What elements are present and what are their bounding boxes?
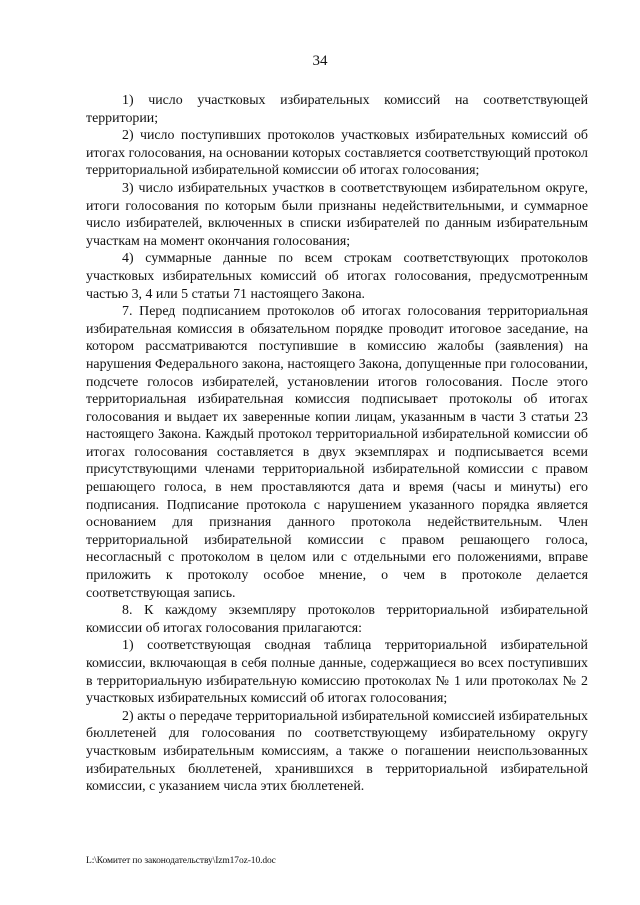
paragraph-item-1: 1) число участковых избирательных комиссий на соответствующей территории; (86, 93, 588, 126)
paragraph-section-8: 8. К каждому экземпляру протоколов территориальной избирательной комиссии об итогах голосования прилагаются: (86, 603, 588, 636)
paragraph-item-4: 4) суммарные данные по всем строкам соответствующих протоколов участковых избирательных комиссий об итогах голосования, предусмотренным частью 3, 4 или 5 статьи 71 настоящего Закона. (86, 251, 588, 302)
file-path-footer: L:\Комитет по законодательству\Izm17oz-10.doc (86, 856, 276, 866)
paragraph-attachment-1: 1) соответствующая сводная таблица территориальной избирательной комиссии, включающая в себя полные данные, содержащиеся во всех поступивших в территориальную избирательную комиссию протоколах № 1 или протоколах № 2 участковых избирательных комиссий об итогах голосования; (86, 638, 588, 707)
paragraph-attachment-2: 2) акты о передаче территориальной избирательной комиссией избирательных бюллетеней для голосования по соответствующему избирательному округу участковым избирательным комиссиям, а также о погашении неиспользованных избирательных бюллетеней, хранившихся в территориальной избирательной комиссии, с указанием числа этих бюллетеней. (86, 708, 588, 795)
paragraph-section-7: 7. Перед подписанием протоколов об итогах голосования территориальная избирательная комиссия в обязательном порядке проводит итоговое заседание, на котором рассматриваются поступившие в комиссию жалобы (заявления) на нарушения Федерального закона, настоящего Закона, допущенные при голосовании, подсчете голосов избирателей, установлении итогов голосования. После этого территориальная избирательная комиссия подписывает протоколы об итогах голосования и выдает их заверенные копии лицам, указанным в части 3 статьи 23 настоящего Закона. Каждый протокол территориальной избирательной комиссии об итогах голосования составляется в двух экземплярах и подписывается всеми присутствующими членами территориальной избирательной комиссии с правом решающего голоса, в нем проставляются дата и время (часы и минуты) его подписания. Подписание протокола с нарушением указанного порядка является основанием для признания данного протокола недействительным. Член территориальной избирательной комиссии с правом решающего голоса, несогласный с протоколом в целом или с отдельными его положениями, вправе приложить к протоколу особое мнение, о чем в протоколе делается соответствующая запись. (86, 304, 588, 601)
page-number: 34 (312, 53, 328, 69)
document-body (86, 92, 588, 796)
paragraph-item-2: 2) число поступивших протоколов участковых избирательных комиссий об итогах голосования, на основании которых составляется соответствующий протокол территориальной избирательной комиссии об итогах голосования; (86, 128, 588, 179)
paragraph-item-3: 3) число избирательных участков в соответствующем избирательном округе, итоги голосования по которым были признаны недействительными, и суммарное число избирателей, включенных в списки избирателей по данным избирательным участкам на момент окончания голосования; (86, 180, 588, 249)
